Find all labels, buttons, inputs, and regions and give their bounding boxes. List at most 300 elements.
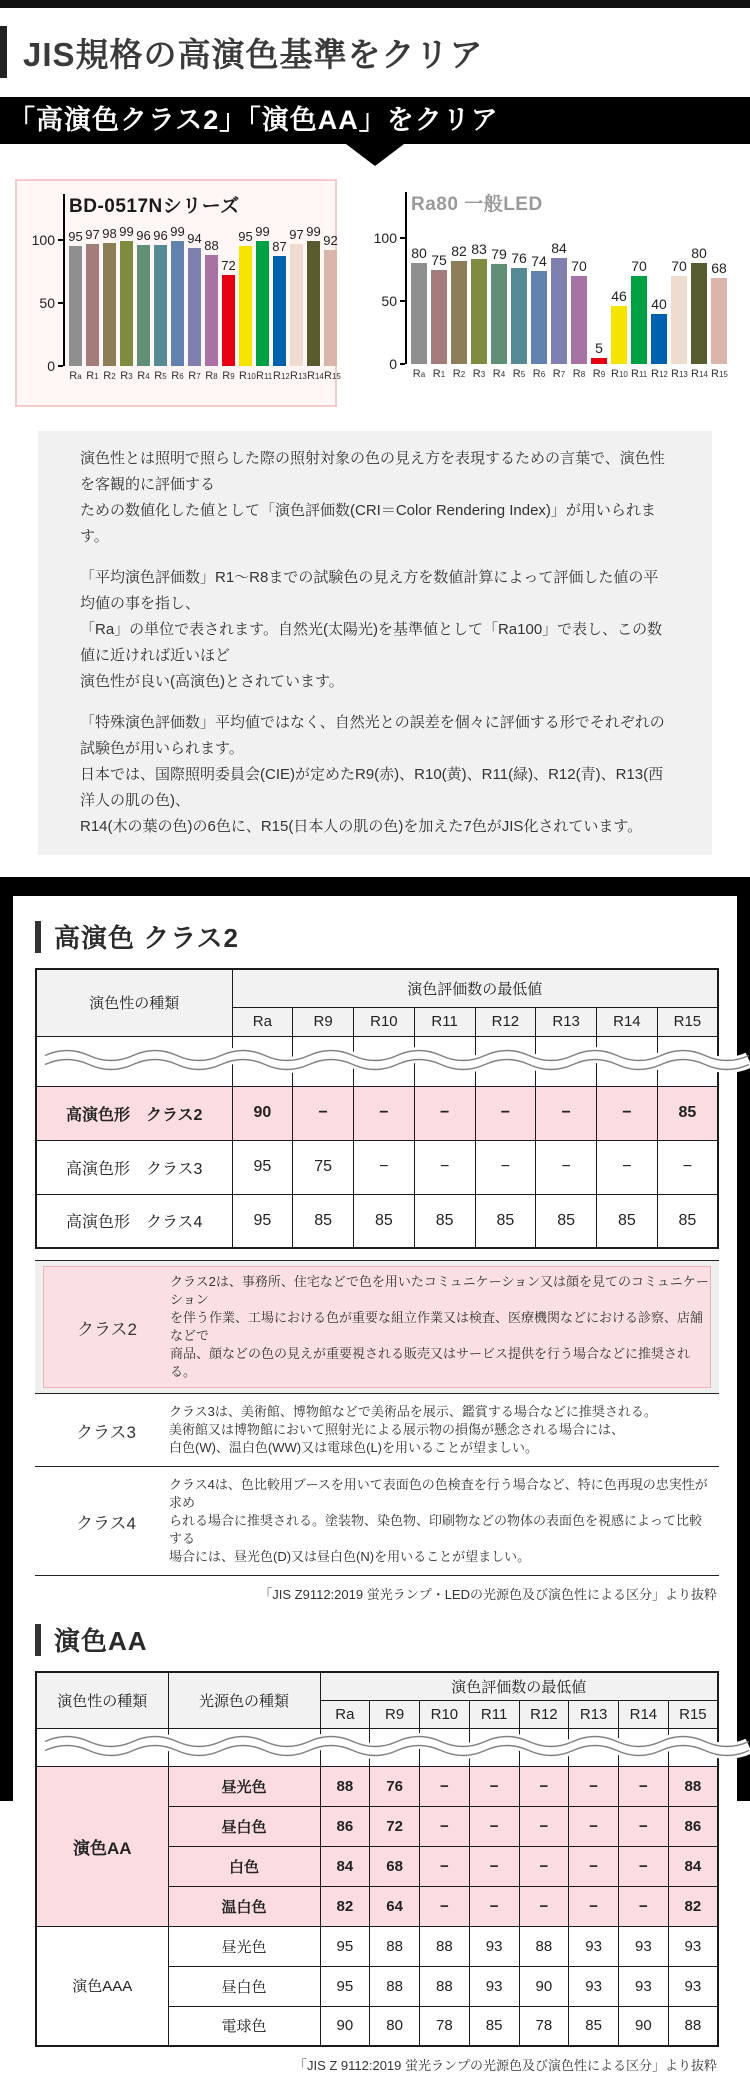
citation-1: 「JIS Z9112:2019 蛍光ランプ・LEDの光源色及び演色性による区分」より抜粋: [259, 1587, 717, 1602]
column-header: R9: [293, 1007, 354, 1036]
value-cell: 85: [293, 1194, 354, 1248]
value-cell: 68: [370, 1846, 420, 1886]
bar-value: 5: [595, 339, 603, 356]
bar-column: [431, 251, 447, 365]
bar-value: 97: [85, 226, 100, 242]
group-label: 演色AA: [36, 1766, 168, 1926]
section2-heading: [35, 1621, 719, 1658]
value-cell: 85: [354, 1194, 415, 1248]
bar-value: 70: [571, 257, 587, 274]
wave-cell: [519, 1728, 569, 1766]
x-axis-label: R3: [472, 368, 486, 380]
value-cell: −: [619, 1766, 669, 1806]
bar: [631, 276, 647, 364]
bar: [239, 246, 252, 366]
column-header: R11: [414, 1007, 475, 1036]
value-cell: 88: [320, 1766, 370, 1806]
class-description: クラス2は、事務所、住宅などで色を用いたコミュニケーション又は顔を見てのコミュニケーション を伴う作業、工場における色が重要な組立作業又は検査、医療機関などにおける診察、店舗などで 商品、顔などの色の見えが重要視される販売又はサービス提供を行う場合などに推奨される。: [170, 1274, 709, 1379]
table-row: [36, 1926, 718, 1966]
class-description: クラス4は、色比較用ブースを用いて表面色の色検査を行う場合など、特に色再現の忠実性が求め られる場合に推奨される。塗装物、染色物、印刷物などの物体の表面色を視感によって比較する 場合には、昼光色(D)又は昼白色(N)を用いることが望ましい。: [169, 1477, 708, 1564]
value-cell: 72: [370, 1806, 420, 1846]
value-cell: 95: [232, 1140, 293, 1194]
value-cell: −: [414, 1086, 475, 1140]
bar: [205, 255, 218, 366]
x-axis-label: R11: [631, 368, 648, 380]
value-cell: 88: [420, 1926, 470, 1966]
black-panel: [0, 877, 750, 2073]
y-axis-tick: [58, 365, 63, 367]
value-cell: 82: [320, 1886, 370, 1926]
x-axis-label: R10: [611, 368, 628, 380]
class-table: [35, 968, 719, 1249]
value-cell: 93: [469, 1926, 519, 1966]
class-table-wrap: [35, 968, 719, 1249]
value-cell: −: [569, 1766, 619, 1806]
row-label: 昼光色: [168, 1926, 320, 1966]
bar-column: [323, 233, 338, 366]
bar-value: 96: [153, 228, 168, 244]
value-cell: −: [469, 1806, 519, 1846]
table-row: [36, 1194, 718, 1248]
value-cell: −: [597, 1140, 658, 1194]
row-label: 昼白色: [168, 1966, 320, 2006]
bar-column: [272, 239, 287, 366]
bar-value: 99: [119, 224, 134, 240]
value-cell: 90: [619, 2006, 669, 2046]
x-axis-label: R12: [651, 368, 668, 380]
bar-column: [68, 229, 83, 366]
y-axis-tick: [58, 302, 63, 304]
value-cell: 85: [569, 2006, 619, 2046]
value-cell: −: [469, 1846, 519, 1886]
bar-value: 92: [323, 233, 338, 249]
x-axis-label: R4: [137, 370, 150, 382]
wave-cell: [370, 1728, 420, 1766]
bar: [222, 275, 235, 366]
value-cell: 95: [320, 1926, 370, 1966]
table-row: [36, 1086, 718, 1140]
bar-column: [153, 228, 168, 366]
x-axis-label: R11: [256, 370, 273, 382]
info-paragraph: 演色性とは照明で照らした際の照射対象の色の見え方を表現するための言葉で、演色性を客観的に評価する ための数値化した値として「演色評価数(CRI＝Color Rendering Index)」が用いられます。: [80, 450, 665, 545]
bar-column: [289, 226, 304, 366]
bar-value: 87: [272, 239, 287, 255]
x-axis-label: R8: [205, 370, 218, 382]
value-cell: 88: [370, 1926, 420, 1966]
value-cell: 78: [420, 2006, 470, 2046]
value-cell: 85: [597, 1194, 658, 1248]
value-cell: 93: [619, 1966, 669, 2006]
y-axis-tick-label: 50: [381, 293, 397, 309]
y-axis-tick: [400, 363, 405, 365]
bar-column: [591, 339, 607, 364]
value-cell: −: [536, 1086, 597, 1140]
row-label: 高演色形 クラス3: [36, 1140, 232, 1194]
section1-heading: [35, 918, 719, 955]
bar-column: [491, 246, 507, 364]
y-axis-line: [63, 194, 65, 366]
bar: [307, 241, 320, 366]
row-label: 昼白色: [168, 1806, 320, 1846]
value-cell: 85: [414, 1194, 475, 1248]
info-paragraph: 「特殊演色評価数」平均値ではなく、自然光との誤差を個々に評価する形でそれぞれの試験色が用いられます。 日本では、国際照明委員会(CIE)が定めたR9(赤)、R10(黄)、R11(緑)、R12(青)、R13(西洋人の肌の色)、 R14(木の葉の色)の6色に、R15(日本人の肌の色)を加えた7色がJIS化されています。: [80, 714, 665, 835]
column-header: R12: [519, 1700, 569, 1728]
x-axis-label: R3: [120, 370, 133, 382]
bar: [451, 261, 467, 364]
bar-value: 95: [68, 229, 83, 245]
value-cell: 84: [320, 1846, 370, 1886]
bar: [290, 244, 303, 366]
y-axis-tick-label: 50: [39, 295, 55, 311]
bar-column: [451, 242, 467, 364]
value-cell: 93: [668, 1926, 718, 1966]
wave-cell: [475, 1036, 536, 1086]
row-label: 白色: [168, 1846, 320, 1886]
x-axis-label: R10: [239, 370, 256, 382]
value-cell: 88: [668, 2006, 718, 2046]
bar: [671, 276, 687, 364]
value-cell: 80: [370, 2006, 420, 2046]
bar-value: 70: [671, 257, 687, 274]
value-cell: 88: [420, 1966, 470, 2006]
bar-column: [306, 224, 321, 366]
column-header: R10: [420, 1700, 470, 1728]
value-cell: 90: [519, 1966, 569, 2006]
wave-cell: [414, 1036, 475, 1086]
bar: [511, 268, 527, 364]
value-cell: 93: [569, 1926, 619, 1966]
bar-value: 40: [651, 295, 667, 312]
value-cell: 93: [619, 1926, 669, 1966]
bar: [531, 271, 547, 364]
y-axis-tick: [400, 300, 405, 302]
bar-value: 99: [306, 224, 321, 240]
bar: [256, 241, 269, 366]
x-axis-label: R7: [188, 370, 201, 382]
bar-value: 80: [691, 245, 707, 262]
x-axis-label: R2: [103, 370, 116, 382]
bar: [171, 241, 184, 366]
column-header: R14: [619, 1700, 669, 1728]
aa-table-wrap: [35, 1671, 719, 2047]
page-header: [0, 24, 750, 80]
bar: [69, 246, 82, 366]
x-axis-labels: [69, 370, 341, 382]
table-corner: 光源色の種類: [168, 1672, 320, 1728]
table-corner: 演色性の種類: [36, 1672, 168, 1728]
table-row: [36, 1140, 718, 1194]
x-axis-label: R9: [592, 368, 606, 380]
value-cell: 93: [569, 1966, 619, 2006]
value-cell: −: [519, 1806, 569, 1846]
value-cell: 85: [469, 2006, 519, 2046]
value-cell: 86: [320, 1806, 370, 1846]
value-cell: −: [354, 1140, 415, 1194]
value-cell: 88: [668, 1766, 718, 1806]
column-header: R13: [536, 1007, 597, 1036]
bar-value: 46: [611, 288, 627, 305]
bar: [273, 256, 286, 366]
bar-value: 83: [471, 241, 487, 258]
column-header: R14: [597, 1007, 658, 1036]
value-cell: −: [619, 1886, 669, 1926]
class-description: クラス3は、美術館、博物館などで美術品を展示、鑑賞する場合などに推奨される。 美術館又は博物館において照射光による展示物の損傷が懸念される場合には、 白色(W)、温白色(WW)又は電球色(L)を用いることが望ましい。: [169, 1404, 657, 1455]
bar-value: 82: [451, 242, 467, 259]
value-cell: −: [354, 1086, 415, 1140]
group-label: 演色AAA: [36, 1926, 168, 2046]
wave-cell: [469, 1728, 519, 1766]
y-axis-tick: [400, 237, 405, 239]
value-cell: −: [569, 1806, 619, 1846]
wave-cell: [668, 1728, 718, 1766]
bar-value: 99: [170, 224, 185, 240]
bar: [691, 263, 707, 364]
bar-column: [221, 258, 236, 366]
bar-value: 74: [531, 252, 547, 269]
bar-column: [511, 250, 527, 364]
wave-cell: [36, 1728, 168, 1766]
bar: [471, 259, 487, 364]
bar: [411, 263, 427, 364]
value-cell: 86: [668, 1806, 718, 1846]
bar-value: 88: [204, 238, 219, 254]
value-cell: −: [619, 1846, 669, 1886]
y-axis-tick-label: 0: [389, 356, 397, 372]
x-axis-label: R2: [452, 368, 466, 380]
row-label: 温白色: [168, 1886, 320, 1926]
bar: [431, 270, 447, 365]
x-axis-label: R9: [222, 370, 235, 382]
class2-box: [43, 1266, 711, 1388]
value-cell: 95: [320, 1966, 370, 2006]
banner: 「高演色クラス2」「演色AA」をクリア: [0, 97, 750, 144]
bar-column: [170, 224, 185, 366]
section1-heading-text: 高演色 クラス2: [54, 923, 239, 953]
value-cell: 85: [657, 1194, 718, 1248]
wave-cell: [420, 1728, 470, 1766]
bar-column: [651, 295, 667, 364]
x-axis-label: R14: [307, 370, 324, 382]
wave-cell: [597, 1036, 658, 1086]
value-cell: 90: [320, 2006, 370, 2046]
class-descriptions: [35, 1260, 719, 1576]
value-cell: −: [475, 1086, 536, 1140]
value-cell: −: [469, 1766, 519, 1806]
bar-value: 80: [411, 245, 427, 262]
value-cell: 75: [293, 1140, 354, 1194]
value-cell: 88: [519, 1926, 569, 1966]
citation-2: 「JIS Z 9112:2019 蛍光ランプの光源色及び演色性による区分」より抜粋: [293, 2058, 717, 2073]
value-cell: 95: [232, 1194, 293, 1248]
class-label: クラス2: [77, 1319, 137, 1339]
value-cell: 84: [668, 1846, 718, 1886]
value-cell: −: [420, 1886, 470, 1926]
column-header: Ra: [320, 1700, 370, 1728]
bar-column: [204, 238, 219, 366]
bar-column: [711, 260, 727, 364]
column-header: R11: [469, 1700, 519, 1728]
y-axis-tick-label: 0: [47, 358, 55, 374]
bar: [120, 241, 133, 366]
wave-cell: [657, 1036, 718, 1086]
column-header: R15: [657, 1007, 718, 1036]
arrow-down-icon: [346, 144, 404, 166]
chart-plot-area: [359, 218, 735, 394]
x-axis-label: R15: [711, 368, 728, 380]
section2-heading-text: 演色AA: [54, 1626, 148, 1656]
x-axis-label: Ra: [69, 370, 82, 382]
bar-column: [187, 230, 202, 366]
x-axis-label: R6: [171, 370, 184, 382]
value-cell: 78: [519, 2006, 569, 2046]
value-cell: −: [420, 1766, 470, 1806]
wave-cell: [354, 1036, 415, 1086]
bar: [137, 245, 150, 366]
bar-value: 98: [102, 225, 117, 241]
bar-column: [85, 226, 100, 366]
bar-value: 76: [511, 250, 527, 267]
y-axis-tick: [58, 239, 63, 241]
bar: [86, 244, 99, 366]
value-cell: 85: [475, 1194, 536, 1248]
value-cell: 85: [536, 1194, 597, 1248]
bar: [551, 258, 567, 364]
page-title: JIS規格の高演色基準をクリア: [23, 35, 484, 73]
column-header: R13: [569, 1700, 619, 1728]
chart-title: Ra80 一般LED: [411, 194, 543, 215]
content-card: [13, 896, 737, 2073]
bar-column: [531, 252, 547, 364]
x-axis-labels: [411, 368, 727, 380]
value-cell: −: [597, 1086, 658, 1140]
column-header: Ra: [232, 1007, 293, 1036]
value-cell: 64: [370, 1886, 420, 1926]
column-header: R12: [475, 1007, 536, 1036]
y-axis-tick-label: 100: [373, 230, 397, 246]
value-cell: −: [657, 1140, 718, 1194]
x-axis-label: R8: [572, 368, 586, 380]
value-cell: −: [569, 1886, 619, 1926]
class-label: クラス4: [76, 1513, 136, 1533]
bar: [491, 264, 507, 364]
bar-column: [611, 288, 627, 364]
bar-column: [238, 229, 253, 366]
bar-column: [571, 257, 587, 364]
wave-cell: [619, 1728, 669, 1766]
table-group-header: 演色評価数の最低値: [320, 1672, 718, 1700]
value-cell: −: [619, 1806, 669, 1846]
class-desc-row: [35, 1394, 719, 1467]
chart-title: BD-0517Nシリーズ: [69, 196, 240, 217]
bar: [103, 243, 116, 366]
bar-value: 75: [431, 251, 447, 268]
x-axis-label: Ra: [412, 368, 426, 380]
bar-value: 96: [136, 228, 151, 244]
value-cell: −: [519, 1846, 569, 1886]
row-label: 高演色形 クラス2: [36, 1086, 232, 1140]
bar-column: [119, 224, 134, 366]
column-header: R9: [370, 1700, 420, 1728]
aa-table: [35, 1671, 719, 2047]
x-axis-label: R5: [512, 368, 526, 380]
bar-column: [255, 224, 270, 366]
value-cell: 76: [370, 1766, 420, 1806]
value-cell: −: [414, 1140, 475, 1194]
y-axis-line: [405, 192, 407, 364]
x-axis-label: R13: [671, 368, 688, 380]
y-axis-tick-label: 100: [31, 232, 55, 248]
heading-accent-bar: [35, 921, 41, 953]
bar-value: 79: [491, 246, 507, 263]
row-label: 昼光色: [168, 1766, 320, 1806]
bar: [188, 248, 201, 366]
chart-bd0517n: [15, 179, 341, 407]
value-cell: 93: [469, 1966, 519, 2006]
bar: [324, 250, 337, 366]
bar-value: 97: [289, 226, 304, 242]
x-axis-label: R12: [273, 370, 290, 382]
value-cell: 85: [657, 1086, 718, 1140]
row-label: 電球色: [168, 2006, 320, 2046]
bar: [651, 314, 667, 364]
info-box: [38, 431, 712, 855]
value-cell: −: [475, 1140, 536, 1194]
wave-cell: [232, 1036, 293, 1086]
bar-column: [551, 240, 567, 364]
wave-cell: [536, 1036, 597, 1086]
bar-column: [671, 257, 687, 364]
x-axis-label: R15: [324, 370, 341, 382]
bar-value: 94: [187, 230, 202, 246]
charts-row: [0, 179, 750, 407]
chart-ra80-led: [359, 179, 735, 407]
bar-value: 95: [238, 229, 253, 245]
bar: [591, 358, 607, 364]
bar-value: 70: [631, 257, 647, 274]
table-corner: 演色性の種類: [36, 969, 232, 1036]
bar-column: [411, 245, 427, 364]
top-black-bar: [0, 0, 750, 8]
class-desc-row: [35, 1467, 719, 1576]
value-cell: −: [536, 1140, 597, 1194]
bar-value: 84: [551, 240, 567, 257]
value-cell: −: [293, 1086, 354, 1140]
bar-column: [136, 228, 151, 366]
bar-value: 72: [221, 258, 236, 274]
value-cell: −: [569, 1846, 619, 1886]
table-group-header: 演色評価数の最低値: [232, 969, 718, 1007]
x-axis-label: R1: [86, 370, 99, 382]
class-label: クラス3: [76, 1422, 136, 1442]
bars: [411, 238, 727, 364]
x-axis-label: R6: [532, 368, 546, 380]
bar: [571, 276, 587, 364]
heading-accent-bar: [35, 1624, 41, 1656]
value-cell: 90: [232, 1086, 293, 1140]
value-cell: 88: [370, 1966, 420, 2006]
x-axis-label: R13: [290, 370, 307, 382]
value-cell: 93: [668, 1966, 718, 2006]
chart-plot-area: [17, 220, 341, 396]
value-cell: −: [519, 1886, 569, 1926]
value-cell: −: [420, 1846, 470, 1886]
class2-highlight-wrap: [35, 1260, 719, 1394]
column-header: R10: [354, 1007, 415, 1036]
bar-value: 68: [711, 260, 727, 277]
bar-column: [102, 225, 117, 366]
bar-column: [691, 245, 707, 364]
wave-cell: [36, 1036, 232, 1086]
